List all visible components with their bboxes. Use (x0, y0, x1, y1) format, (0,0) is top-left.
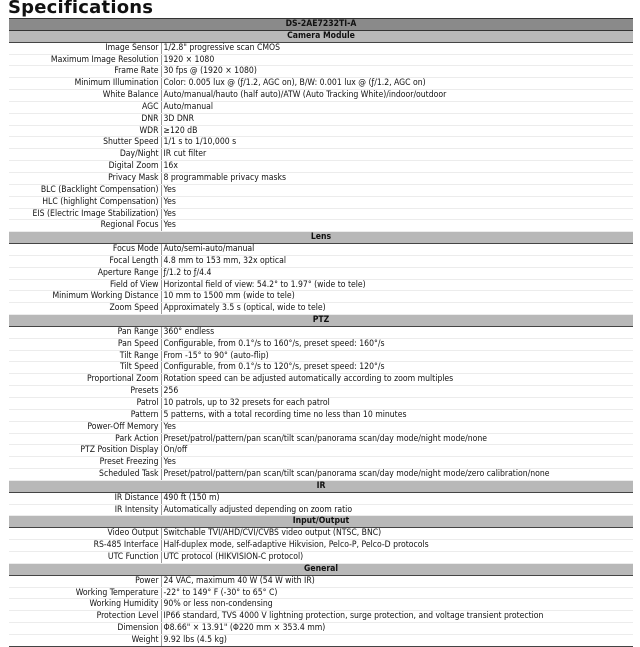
spec-value: 3D DNR (161, 113, 633, 125)
spec-row (9, 90, 633, 102)
section-header-camera-module (9, 30, 633, 42)
spec-row (9, 149, 633, 161)
spec-row (9, 125, 633, 137)
spec-row (9, 101, 633, 113)
spec-label: Aperture Range (9, 267, 161, 279)
spec-label: Scheduled Task (9, 469, 161, 481)
spec-value: Yes (161, 421, 633, 433)
spec-row (9, 611, 633, 623)
spec-label: Working Humidity (9, 599, 161, 611)
spec-value: Switchable TVI/AHD/CVI/CVBS video output (NTSC, BNC) (161, 528, 633, 540)
spec-value: Rotation speed can be adjusted automatically according to zoom multiples (161, 374, 633, 386)
spec-row (9, 350, 633, 362)
spec-row (9, 54, 633, 66)
spec-value: 360° endless (161, 326, 633, 338)
spec-value: 10 mm to 1500 mm (wide to tele) (161, 291, 633, 303)
spec-label: Preset Freezing (9, 457, 161, 469)
spec-row (9, 220, 633, 232)
spec-value: Color: 0.005 lux @ (ƒ/1.2, AGC on), B/W: 0.001 lux @ (ƒ/1.2, AGC on) (161, 78, 633, 90)
spec-value: Automatically adjusted depending on zoom ratio (161, 504, 633, 516)
spec-label: Video Output (9, 528, 161, 540)
spec-row (9, 457, 633, 469)
spec-value: Yes (161, 184, 633, 196)
spec-value: Horizontal field of view: 54.2° to 1.97° (wide to tele) (161, 279, 633, 291)
spec-row (9, 469, 633, 481)
spec-value: 8 programmable privacy masks (161, 172, 633, 184)
spec-value: From -15° to 90° (auto-flip) (161, 350, 633, 362)
spec-label: Focal Length (9, 255, 161, 267)
spec-row (9, 433, 633, 445)
spec-value: IP66 standard, TVS 4000 V lightning protection, surge protection, and voltage transient protection (161, 611, 633, 623)
section-title: Input/Output (9, 516, 633, 528)
spec-value: 1/1 s to 1/10,000 s (161, 137, 633, 149)
spec-label: IR Distance (9, 492, 161, 504)
spec-value: 24 VAC, maximum 40 W (54 W with IR) (161, 575, 633, 587)
model-header-row (9, 19, 633, 31)
spec-row (9, 303, 633, 315)
spec-label: White Balance (9, 90, 161, 102)
spec-row (9, 551, 633, 563)
spec-row (9, 409, 633, 421)
spec-value: IR cut filter (161, 149, 633, 161)
spec-label: Zoom Speed (9, 303, 161, 315)
spec-table (9, 18, 633, 647)
spec-label: UTC Function (9, 551, 161, 563)
section-header-lens (9, 232, 633, 244)
spec-label: Field of View (9, 279, 161, 291)
spec-value: -22° to 149° F (-30° to 65° C) (161, 587, 633, 599)
spec-label: Image Sensor (9, 42, 161, 54)
spec-label: Regional Focus (9, 220, 161, 232)
spec-value: 4.8 mm to 153 mm, 32x optical (161, 255, 633, 267)
spec-label: Pan Speed (9, 338, 161, 350)
spec-label: Patrol (9, 398, 161, 410)
spec-value: 490 ft (150 m) (161, 492, 633, 504)
spec-row (9, 623, 633, 635)
spec-value: 256 (161, 386, 633, 398)
spec-value: 10 patrols, up to 32 presets for each patrol (161, 398, 633, 410)
spec-label: PTZ Position Display (9, 445, 161, 457)
spec-row (9, 291, 633, 303)
spec-row (9, 540, 633, 552)
spec-row (9, 421, 633, 433)
spec-value: 90% or less non-condensing (161, 599, 633, 611)
spec-value: 30 fps @ (1920 × 1080) (161, 66, 633, 78)
section-header-ir (9, 480, 633, 492)
spec-label: Privacy Mask (9, 172, 161, 184)
section-title: Lens (9, 232, 633, 244)
spec-label: Tilt Speed (9, 362, 161, 374)
section-title: PTZ (9, 315, 633, 327)
spec-row (9, 398, 633, 410)
spec-row (9, 504, 633, 516)
spec-row (9, 42, 633, 54)
spec-row (9, 208, 633, 220)
spec-label: DNR (9, 113, 161, 125)
spec-value: Auto/manual (161, 101, 633, 113)
spec-value: Half-duplex mode, self-adaptive Hikvision, Pelco-P, Pelco-D protocols (161, 540, 633, 552)
model-number: DS-2AE7232TI-A (9, 19, 633, 31)
spec-row (9, 172, 633, 184)
spec-label: BLC (Backlight Compensation) (9, 184, 161, 196)
spec-value: 1920 × 1080 (161, 54, 633, 66)
spec-value: Preset/patrol/pattern/pan scan/tilt scan/panorama scan/day mode/night mode/none (161, 433, 633, 445)
section-title: IR (9, 480, 633, 492)
spec-value: Configurable, from 0.1°/s to 160°/s, preset speed: 160°/s (161, 338, 633, 350)
spec-row (9, 338, 633, 350)
section-title: Camera Module (9, 30, 633, 42)
spec-label: Day/Night (9, 149, 161, 161)
spec-label: Pattern (9, 409, 161, 421)
spec-label: Minimum Illumination (9, 78, 161, 90)
spec-label: Proportional Zoom (9, 374, 161, 386)
section-header-ptz (9, 315, 633, 327)
spec-row (9, 161, 633, 173)
page-title: Specifications (8, 0, 154, 18)
spec-label: Power (9, 575, 161, 587)
spec-label: HLC (highlight Compensation) (9, 196, 161, 208)
spec-value: Configurable, from 0.1°/s to 120°/s, preset speed: 120°/s (161, 362, 633, 374)
spec-label: Digital Zoom (9, 161, 161, 173)
section-header-general (9, 563, 633, 575)
spec-table-body (9, 19, 633, 647)
spec-label: RS-485 Interface (9, 540, 161, 552)
spec-row (9, 492, 633, 504)
spec-row (9, 362, 633, 374)
spec-value: Auto/manual/hauto (half auto)/ATW (Auto Tracking White)/indoor/outdoor (161, 90, 633, 102)
spec-row (9, 184, 633, 196)
spec-label: Presets (9, 386, 161, 398)
spec-row (9, 528, 633, 540)
spec-label: IR Intensity (9, 504, 161, 516)
spec-label: Minimum Working Distance (9, 291, 161, 303)
spec-value: UTC protocol (HIKVISION-C protocol) (161, 551, 633, 563)
spec-value: 16x (161, 161, 633, 173)
spec-label: Focus Mode (9, 244, 161, 256)
spec-label: Frame Rate (9, 66, 161, 78)
spec-row (9, 279, 633, 291)
spec-row (9, 587, 633, 599)
spec-value: 1/2.8" progressive scan CMOS (161, 42, 633, 54)
spec-value: ≥120 dB (161, 125, 633, 137)
spec-value: Yes (161, 220, 633, 232)
spec-row (9, 374, 633, 386)
spec-value: Preset/patrol/pattern/pan scan/tilt scan/panorama scan/day mode/night mode/zero calibration/none (161, 469, 633, 481)
spec-label: Working Temperature (9, 587, 161, 599)
spec-row (9, 66, 633, 78)
spec-label: EIS (Electric Image Stabilization) (9, 208, 161, 220)
spec-label: Dimension (9, 623, 161, 635)
spec-label: AGC (9, 101, 161, 113)
spec-value: Auto/semi-auto/manual (161, 244, 633, 256)
spec-label: Protection Level (9, 611, 161, 623)
spec-row (9, 599, 633, 611)
spec-value: Yes (161, 208, 633, 220)
spec-row (9, 267, 633, 279)
spec-row (9, 255, 633, 267)
spec-row (9, 634, 633, 646)
spec-row (9, 326, 633, 338)
spec-label: Weight (9, 634, 161, 646)
spec-value: Φ8.66" × 13.91" (Φ220 mm × 353.4 mm) (161, 623, 633, 635)
section-header-input-output (9, 516, 633, 528)
spec-label: Power-Off Memory (9, 421, 161, 433)
spec-row (9, 445, 633, 457)
spec-label: WDR (9, 125, 161, 137)
spec-label: Pan Range (9, 326, 161, 338)
spec-row (9, 575, 633, 587)
spec-label: Maximum Image Resolution (9, 54, 161, 66)
spec-value: Yes (161, 457, 633, 469)
spec-row (9, 196, 633, 208)
spec-label: Shutter Speed (9, 137, 161, 149)
section-title: General (9, 563, 633, 575)
spec-value: Approximately 3.5 s (optical, wide to tele) (161, 303, 633, 315)
spec-value: On/off (161, 445, 633, 457)
spec-label: Tilt Range (9, 350, 161, 362)
spec-label: Park Action (9, 433, 161, 445)
spec-row (9, 137, 633, 149)
spec-value: 5 patterns, with a total recording time no less than 10 minutes (161, 409, 633, 421)
spec-value: ƒ/1.2 to ƒ/4.4 (161, 267, 633, 279)
spec-row (9, 113, 633, 125)
spec-row (9, 386, 633, 398)
spec-value: 9.92 lbs (4.5 kg) (161, 634, 633, 646)
spec-row (9, 78, 633, 90)
spec-value: Yes (161, 196, 633, 208)
spec-row (9, 244, 633, 256)
